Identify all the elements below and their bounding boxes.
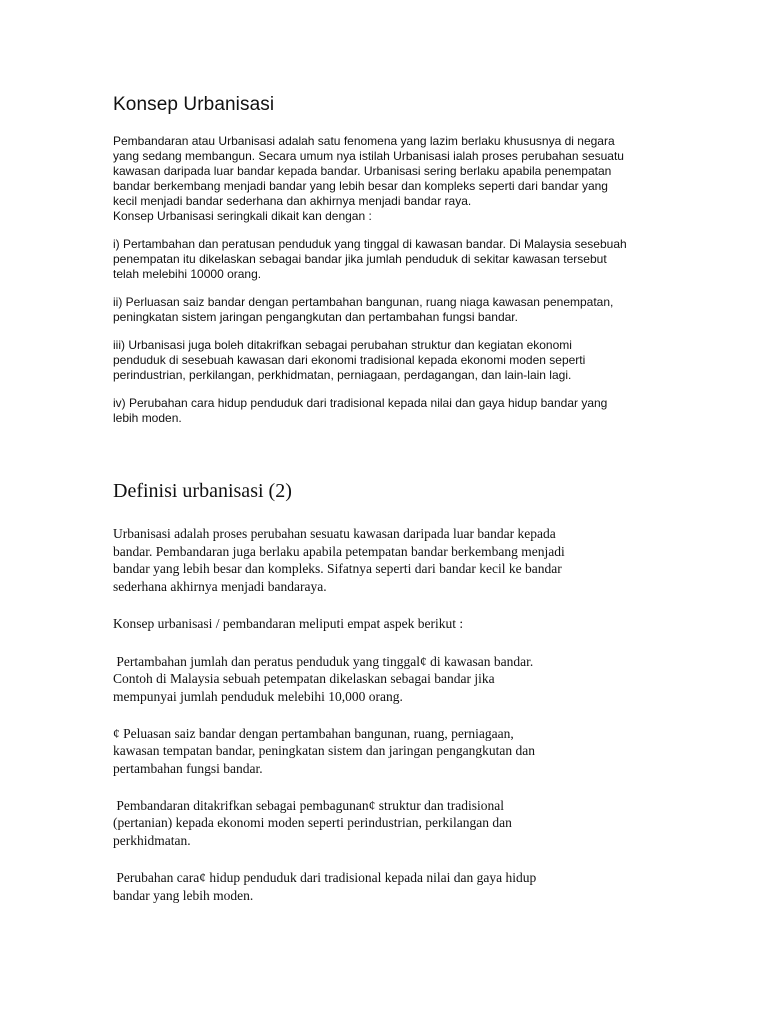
text-line: penduduk di sesebuah kawasan dari ekonomi tradisional kepada ekonomi moden seperti <box>113 353 586 367</box>
text-line: telah melebihi 10000 orang. <box>113 267 262 281</box>
text-line: peningkatan sistem jaringan pengangkutan dan pertambahan fungsi bandar. <box>113 310 518 324</box>
section-definisi-urbanisasi <box>113 478 613 904</box>
aspect-economy <box>113 797 613 850</box>
text-line: Pembandaran atau Urbanisasi adalah satu fenomena yang lazim berlaku khususnya di negara <box>113 134 615 148</box>
point-iii <box>113 338 658 383</box>
text-line: perindustrian, perkilangan, perkhidmatan, perniagaan, perdagangan, dan lain-lain lagi. <box>113 368 572 382</box>
text-line: penempatan itu dikelaskan sebagai bandar jika jumlah penduduk di sekitar kawasan tersebut <box>113 252 607 266</box>
point-i <box>113 237 658 282</box>
text-line: Konsep urbanisasi / pembandaran meliputi empat aspek berikut : <box>113 615 464 631</box>
text-line: lebih moden. <box>113 411 182 425</box>
text-line: Pembandaran ditakrifkan sebagai pembagunan¢ struktur dan tradisional <box>113 797 505 813</box>
section-title: Konsep Urbanisasi <box>113 94 275 115</box>
text-line: pertambahan fungsi bandar. <box>113 761 263 777</box>
text-line: Urbanisasi adalah proses perubahan sesuatu kawasan daripada luar bandar kepada <box>113 526 556 541</box>
text-line: mempunyai jumlah penduduk melebihi 10,000 orang. <box>113 688 403 704</box>
text-line: (pertanian) kepada ekonomi moden seperti perindustrian, perkilangan dan <box>113 815 512 831</box>
text-line: iii) Urbanisasi juga boleh ditakrifkan sebagai perubahan struktur dan kegiatan ekonomi <box>113 338 572 352</box>
text-line: i) Pertambahan dan peratusan penduduk yang tinggal di kawasan bandar. Di Malaysia sesebuah <box>113 237 627 251</box>
text-line: ii) Perluasan saiz bandar dengan pertambahan bangunan, ruang niaga kawasan penempatan, <box>113 295 614 309</box>
intro-paragraph <box>113 134 658 224</box>
point-ii <box>113 295 658 325</box>
aspect-population <box>113 653 613 706</box>
section-konsep-urbanisasi <box>113 92 658 426</box>
text-line: bandar yang lebih besar dan kompleks. Sifatnya seperti dari bandar kecil ke bandar <box>113 561 562 577</box>
text-line: Perubahan cara¢ hidup penduduk dari tradisional kepada nilai dan gaya hidup <box>113 869 537 885</box>
aspect-expansion <box>113 725 613 778</box>
text-line: kawasan tempatan bandar, peningkatan sistem dan jaringan pengangkutan dan <box>113 743 535 759</box>
aspect-lifestyle <box>113 869 613 904</box>
text-line: iv) Perubahan cara hidup penduduk dari tradisional kepada nilai dan gaya hidup bandar yang <box>113 396 608 410</box>
text-line: kawasan daripada luar bandar kepada bandar. Urbanisasi sering berlaku apabila penempatan <box>113 164 612 178</box>
definition-paragraph <box>113 525 613 596</box>
text-line: bandar berkembang menjadi bandar yang lebih besar dan kompleks seperti dari bandar yang <box>113 179 608 193</box>
text-line: perkhidmatan. <box>113 833 191 849</box>
text-line: bandar. Pembandaran juga berlaku apabila petempatan bandar berkembang menjadi <box>113 543 565 559</box>
text-line: Pertambahan jumlah dan peratus penduduk yang tinggal¢ di kawasan bandar. <box>113 653 534 669</box>
text-line: yang sedang membangun. Secara umum nya istilah Urbanisasi ialah proses perubahan sesuatu <box>113 149 624 163</box>
text-line: Contoh di Malaysia sebuah petempatan dikelaskan sebagai bandar jika <box>113 671 495 687</box>
text-line: sederhana akhirnya menjadi bandaraya. <box>113 579 327 595</box>
text-line: Konsep Urbanisasi seringkali dikait kan dengan : <box>113 209 372 223</box>
text-line: kecil menjadi bandar sederhana dan akhirnya menjadi bandar raya. <box>113 194 472 208</box>
text-line: ¢ Peluasan saiz bandar dengan pertambahan bangunan, ruang, perniagaan, <box>113 725 514 741</box>
point-iv <box>113 396 658 426</box>
aspects-intro <box>113 615 613 633</box>
section-title: Definisi urbanisasi (2) <box>113 480 292 502</box>
text-line: bandar yang lebih moden. <box>113 887 254 903</box>
